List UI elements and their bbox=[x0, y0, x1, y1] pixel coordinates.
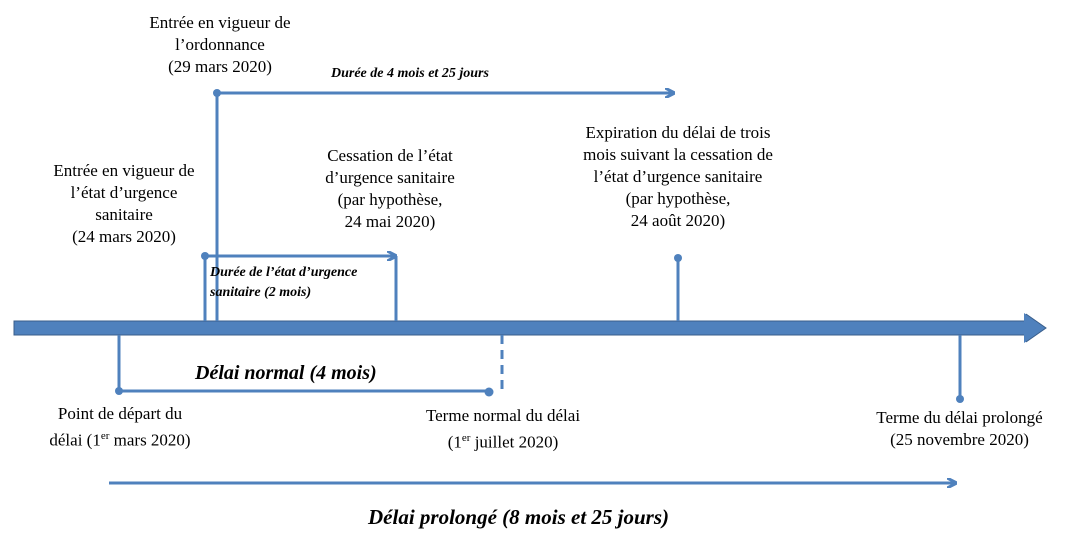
urgence-fin-line2: d’urgence sanitaire bbox=[325, 168, 455, 187]
expiration-line3: l’état d’urgence sanitaire bbox=[593, 167, 763, 186]
depart-label bbox=[20, 403, 220, 452]
expiration-line5: 24 août 2020) bbox=[630, 211, 726, 230]
prolonge-duration-label: Délai prolongé (8 mois et 25 jours) bbox=[368, 505, 670, 529]
ordonnance-line2: l’ordonnance bbox=[175, 35, 265, 54]
terme-normal-line1: Terme normal du délai bbox=[425, 406, 581, 425]
terme-prolonge-dot bbox=[956, 395, 964, 403]
expiration-line2: mois suivant la cessation de bbox=[583, 145, 773, 164]
urgence-debut-line4: (24 mars 2020) bbox=[72, 227, 176, 246]
depart-line1: Point de départ du bbox=[57, 404, 183, 423]
terme-normal-label bbox=[403, 405, 603, 454]
urgence-debut-line2: l’état d’urgence bbox=[70, 183, 178, 202]
depart-line2: délai (1er mars 2020) bbox=[49, 430, 191, 450]
urgence-fin-line1: Cessation de l’état bbox=[327, 146, 453, 165]
urgence-fin-line3: (par hypothèse, bbox=[337, 190, 443, 209]
urgence-debut-line1: Entrée en vigueur de bbox=[53, 161, 195, 180]
main-timeline-arrow bbox=[14, 313, 1046, 343]
terme-prolonge-line1: Terme du délai prolongé bbox=[876, 408, 1043, 427]
urgence-duration-line1: Durée de l’état d’urgence bbox=[210, 265, 358, 280]
urgence-duration-label bbox=[210, 263, 357, 303]
expiration-line4: (par hypothèse, bbox=[625, 189, 731, 208]
ordonnance-label bbox=[120, 12, 320, 78]
expiration-dot bbox=[674, 254, 682, 262]
expiration-line1: Expiration du délai de trois bbox=[585, 123, 771, 142]
terme-prolonge-label bbox=[852, 407, 1067, 451]
urgence-fin-line4: 24 mai 2020) bbox=[344, 212, 436, 231]
ordonnance-line3: (29 mars 2020) bbox=[168, 57, 272, 76]
normal-duration-label: Délai normal (4 mois) bbox=[195, 362, 377, 384]
ordonnance-line1: Entrée en vigueur de bbox=[149, 13, 291, 32]
terme-normal-dot bbox=[485, 388, 494, 397]
terme-prolonge-line2: (25 novembre 2020) bbox=[890, 430, 1029, 449]
urgence-fin-label bbox=[290, 145, 490, 233]
ordonnance-duration-label: Durée de 4 mois et 25 jours bbox=[331, 66, 489, 81]
urgence-debut-line3: sanitaire bbox=[95, 205, 153, 224]
urgence-debut-label bbox=[24, 160, 224, 248]
terme-normal-line2: (1er juillet 2020) bbox=[447, 432, 559, 452]
expiration-label bbox=[540, 122, 816, 232]
urgence-duration-line2: sanitaire (2 mois) bbox=[210, 285, 312, 300]
